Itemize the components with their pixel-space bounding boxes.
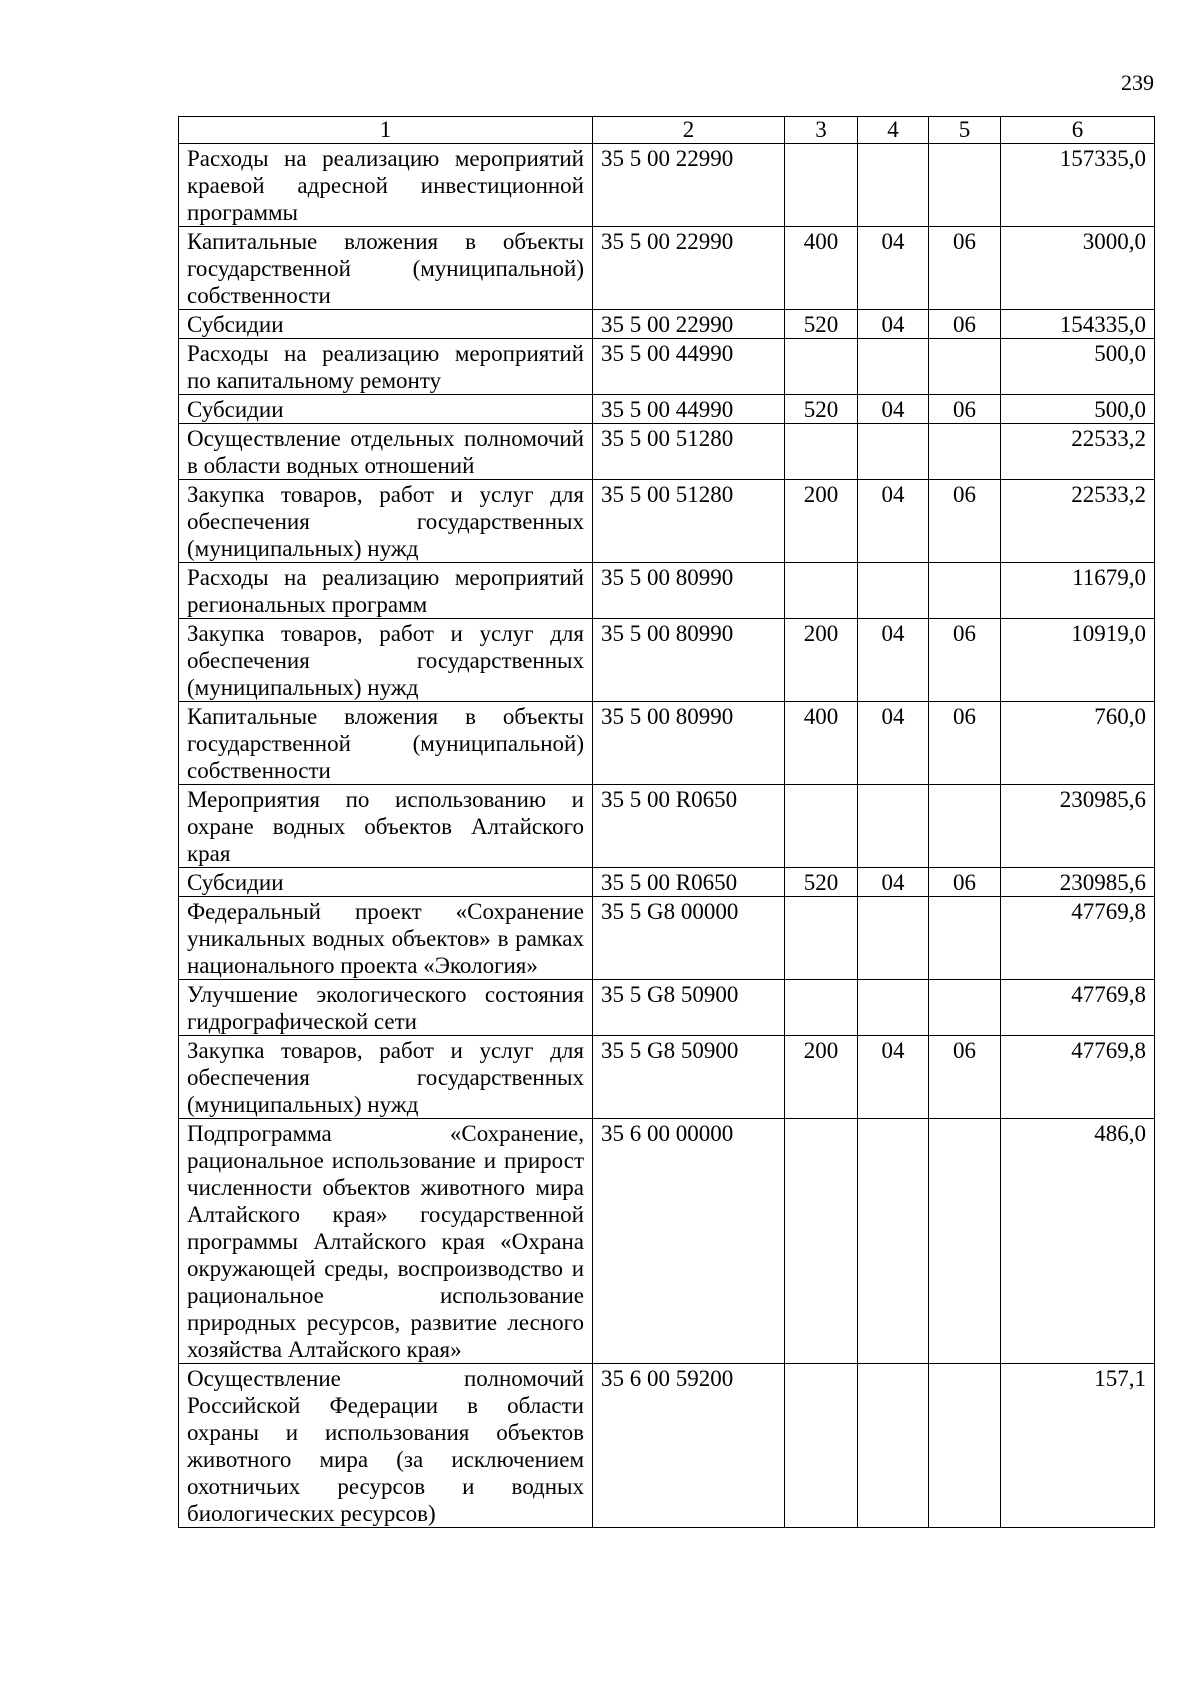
cell-rz: 04 — [858, 480, 929, 563]
cell-sum: 486,0 — [1001, 1119, 1155, 1364]
cell-name: Закупка товаров, работ и услуг для обеспечения государственных (муниципальных) нужд — [179, 480, 593, 563]
cell-name: Расходы на реализацию мероприятий региональных программ — [179, 563, 593, 619]
cell-pr: 06 — [929, 619, 1001, 702]
cell-vr — [785, 1364, 858, 1528]
table-row — [179, 424, 1155, 480]
table-row — [179, 1036, 1155, 1119]
table-row — [179, 897, 1155, 980]
cell-rz — [858, 897, 929, 980]
table-row — [179, 702, 1155, 785]
cell-vr: 520 — [785, 868, 858, 897]
cell-sum: 157,1 — [1001, 1364, 1155, 1528]
cell-rz — [858, 785, 929, 868]
cell-rz: 04 — [858, 310, 929, 339]
cell-vr — [785, 563, 858, 619]
cell-rz — [858, 339, 929, 395]
cell-code: 35 5 00 22990 — [593, 310, 785, 339]
budget-table — [178, 116, 1155, 1528]
cell-name: Капитальные вложения в объекты государственной (муниципальной) собственности — [179, 227, 593, 310]
cell-name: Капитальные вложения в объекты государственной (муниципальной) собственности — [179, 702, 593, 785]
cell-name: Субсидии — [179, 395, 593, 424]
cell-rz: 04 — [858, 702, 929, 785]
cell-rz — [858, 563, 929, 619]
cell-code: 35 5 00 22990 — [593, 227, 785, 310]
cell-sum: 22533,2 — [1001, 480, 1155, 563]
cell-sum: 47769,8 — [1001, 1036, 1155, 1119]
cell-name: Подпрограмма «Сохранение, рациональное использование и прирост численности объектов животного мира Алтайского края» государственной программы Алтайского края «Охрана окружающей среды, воспроизводство и рациональное использование природных ресурсов, развитие лесного хозяйства Алтайского края» — [179, 1119, 593, 1364]
cell-code: 35 5 G8 50900 — [593, 1036, 785, 1119]
table-row — [179, 868, 1155, 897]
cell-code: 35 5 00 22990 — [593, 144, 785, 227]
header-col-6: 6 — [1001, 117, 1155, 144]
cell-name: Федеральный проект «Сохранение уникальных водных объектов» в рамках национального проекта «Экология» — [179, 897, 593, 980]
table-header — [179, 117, 1155, 144]
cell-pr — [929, 1119, 1001, 1364]
table-row — [179, 227, 1155, 310]
cell-code: 35 5 00 80990 — [593, 563, 785, 619]
table-row — [179, 339, 1155, 395]
cell-pr: 06 — [929, 480, 1001, 563]
cell-rz — [858, 1119, 929, 1364]
cell-vr: 520 — [785, 310, 858, 339]
table-row — [179, 480, 1155, 563]
header-col-5: 5 — [929, 117, 1001, 144]
cell-name: Субсидии — [179, 310, 593, 339]
cell-pr: 06 — [929, 310, 1001, 339]
table-row — [179, 310, 1155, 339]
table-row — [179, 395, 1155, 424]
cell-vr — [785, 1119, 858, 1364]
cell-sum: 47769,8 — [1001, 897, 1155, 980]
cell-vr: 200 — [785, 619, 858, 702]
cell-code: 35 5 G8 50900 — [593, 980, 785, 1036]
cell-sum: 47769,8 — [1001, 980, 1155, 1036]
cell-pr: 06 — [929, 868, 1001, 897]
cell-pr — [929, 785, 1001, 868]
cell-sum: 500,0 — [1001, 395, 1155, 424]
cell-code: 35 5 00 44990 — [593, 339, 785, 395]
header-row — [179, 117, 1155, 144]
cell-vr — [785, 980, 858, 1036]
cell-vr — [785, 144, 858, 227]
cell-sum: 154335,0 — [1001, 310, 1155, 339]
cell-name: Осуществление полномочий Российской Федерации в области охраны и использования объектов животного мира (за исключением охотничьих ресурсов и водных биологических ресурсов) — [179, 1364, 593, 1528]
cell-rz — [858, 1364, 929, 1528]
table-row — [179, 563, 1155, 619]
cell-sum: 11679,0 — [1001, 563, 1155, 619]
table-row — [179, 144, 1155, 227]
cell-rz — [858, 144, 929, 227]
cell-sum: 10919,0 — [1001, 619, 1155, 702]
cell-sum: 760,0 — [1001, 702, 1155, 785]
cell-code: 35 6 00 59200 — [593, 1364, 785, 1528]
cell-rz — [858, 980, 929, 1036]
cell-code: 35 6 00 00000 — [593, 1119, 785, 1364]
header-col-4: 4 — [858, 117, 929, 144]
cell-name: Расходы на реализацию мероприятий по капитальному ремонту — [179, 339, 593, 395]
cell-sum: 3000,0 — [1001, 227, 1155, 310]
cell-vr: 400 — [785, 702, 858, 785]
cell-name: Осуществление отдельных полномочий в области водных отношений — [179, 424, 593, 480]
cell-code: 35 5 00 R0650 — [593, 868, 785, 897]
cell-sum: 230985,6 — [1001, 868, 1155, 897]
cell-name: Расходы на реализацию мероприятий краевой адресной инвестиционной программы — [179, 144, 593, 227]
cell-code: 35 5 00 80990 — [593, 702, 785, 785]
header-col-1: 1 — [179, 117, 593, 144]
cell-vr — [785, 424, 858, 480]
cell-pr — [929, 424, 1001, 480]
table-row — [179, 619, 1155, 702]
cell-sum: 500,0 — [1001, 339, 1155, 395]
cell-pr: 06 — [929, 702, 1001, 785]
cell-vr: 400 — [785, 227, 858, 310]
cell-name: Мероприятия по использованию и охране водных объектов Алтайского края — [179, 785, 593, 868]
cell-pr: 06 — [929, 1036, 1001, 1119]
cell-rz: 04 — [858, 868, 929, 897]
table-row — [179, 1119, 1155, 1364]
cell-vr: 520 — [785, 395, 858, 424]
cell-rz: 04 — [858, 1036, 929, 1119]
cell-rz: 04 — [858, 227, 929, 310]
cell-rz: 04 — [858, 395, 929, 424]
cell-vr: 200 — [785, 480, 858, 563]
cell-code: 35 5 00 51280 — [593, 424, 785, 480]
cell-name: Закупка товаров, работ и услуг для обеспечения государственных (муниципальных) нужд — [179, 619, 593, 702]
header-col-3: 3 — [785, 117, 858, 144]
page-number: 239 — [1121, 70, 1154, 95]
cell-name: Закупка товаров, работ и услуг для обеспечения государственных (муниципальных) нужд — [179, 1036, 593, 1119]
cell-sum: 22533,2 — [1001, 424, 1155, 480]
cell-name: Улучшение экологического состояния гидрографической сети — [179, 980, 593, 1036]
cell-vr — [785, 339, 858, 395]
cell-sum: 230985,6 — [1001, 785, 1155, 868]
cell-vr — [785, 897, 858, 980]
header-col-2: 2 — [593, 117, 785, 144]
cell-sum: 157335,0 — [1001, 144, 1155, 227]
cell-vr: 200 — [785, 1036, 858, 1119]
table-row — [179, 785, 1155, 868]
cell-code: 35 5 00 44990 — [593, 395, 785, 424]
cell-pr — [929, 897, 1001, 980]
table-body — [179, 144, 1155, 1528]
cell-pr — [929, 980, 1001, 1036]
cell-pr — [929, 1364, 1001, 1528]
cell-pr — [929, 563, 1001, 619]
cell-pr — [929, 339, 1001, 395]
cell-rz — [858, 424, 929, 480]
cell-pr — [929, 144, 1001, 227]
cell-pr: 06 — [929, 227, 1001, 310]
cell-code: 35 5 00 80990 — [593, 619, 785, 702]
cell-code: 35 5 G8 00000 — [593, 897, 785, 980]
cell-code: 35 5 00 51280 — [593, 480, 785, 563]
cell-code: 35 5 00 R0650 — [593, 785, 785, 868]
cell-name: Субсидии — [179, 868, 593, 897]
table-row — [179, 980, 1155, 1036]
cell-pr: 06 — [929, 395, 1001, 424]
cell-vr — [785, 785, 858, 868]
cell-rz: 04 — [858, 619, 929, 702]
table-row — [179, 1364, 1155, 1528]
